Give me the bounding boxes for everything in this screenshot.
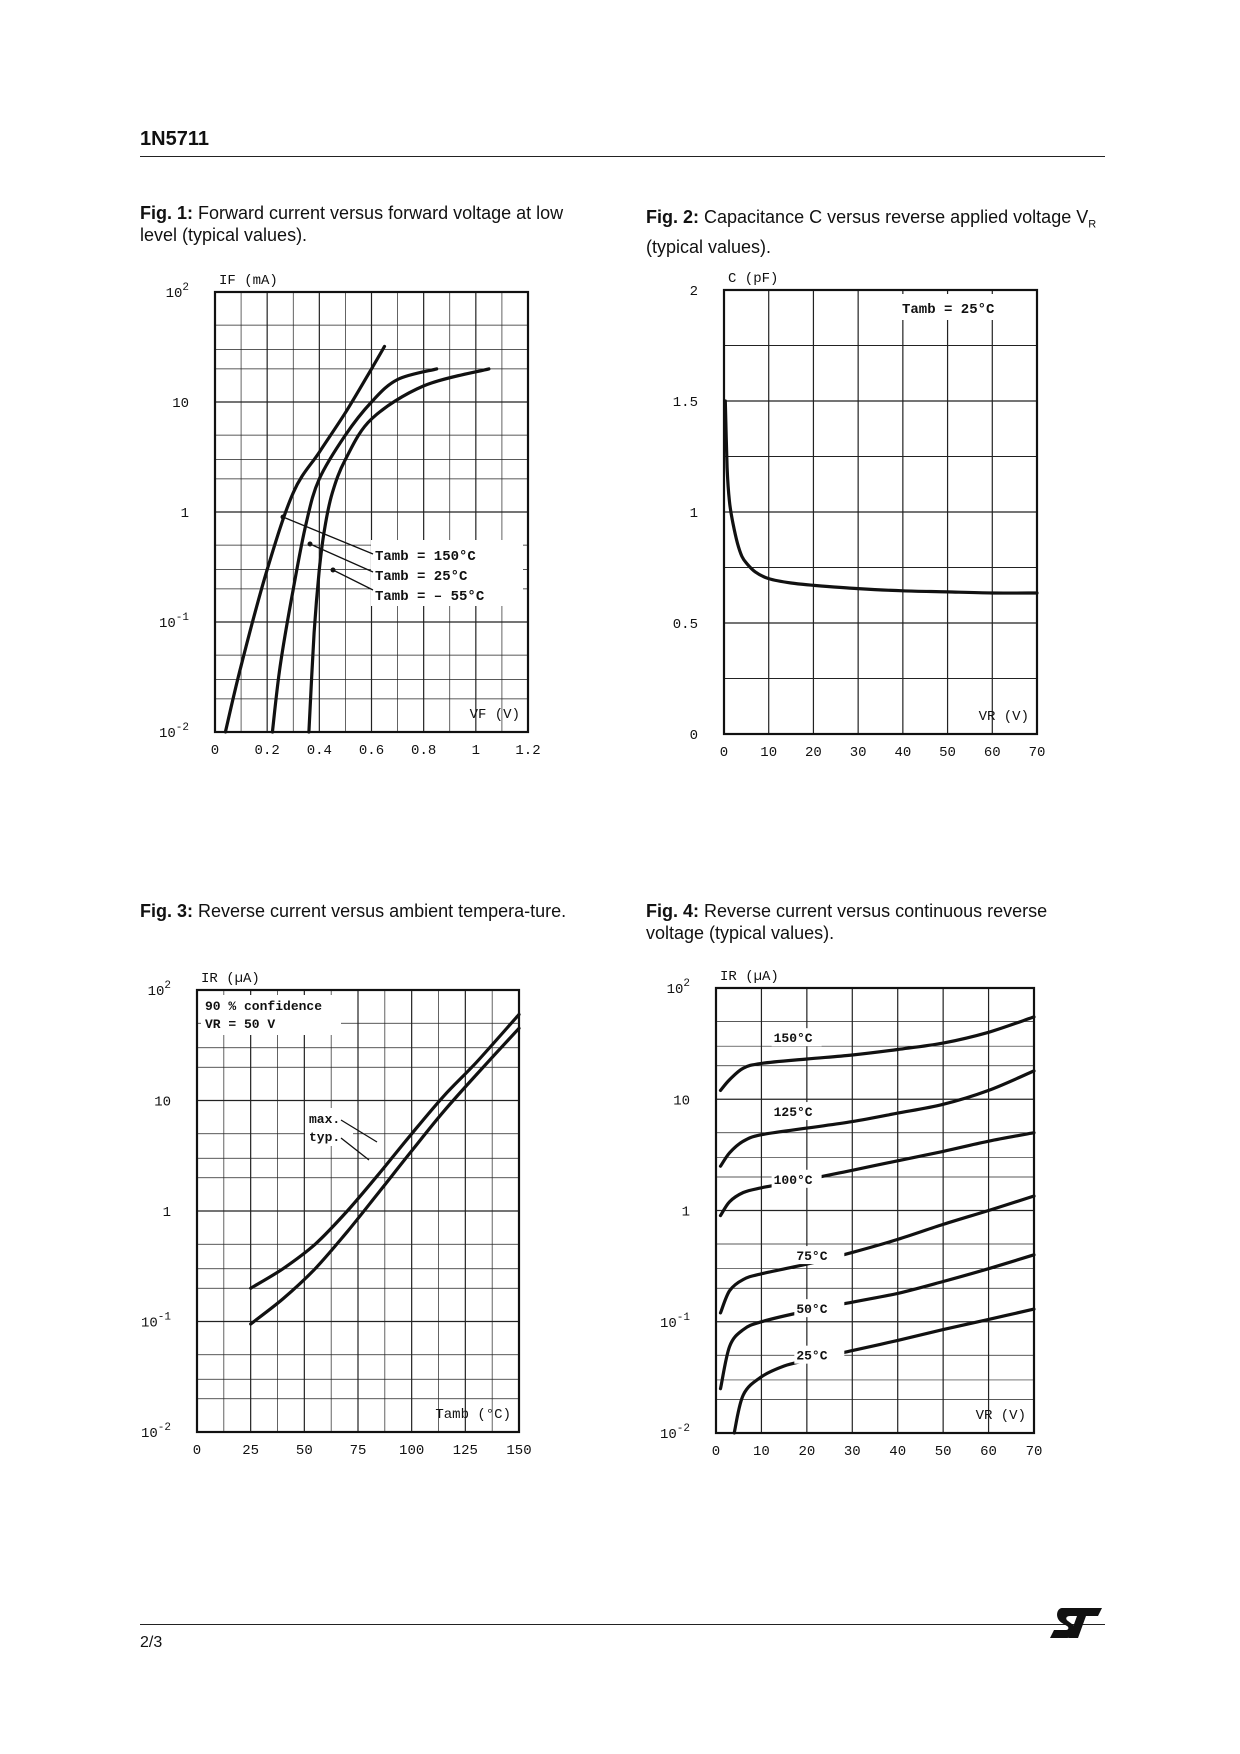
fig4-caption-label: Fig. 4: (646, 901, 699, 921)
fig2-x-axis-label: VR (V) (978, 709, 1029, 725)
y-tick-label: 2 (689, 284, 698, 300)
x-tick-label: 10 (753, 1444, 770, 1460)
fig2-annotation: Tamb = 25°C (902, 302, 995, 318)
x-tick-label: 0 (192, 1443, 202, 1459)
fig3-annotation-line: VR = 50 V (205, 1017, 276, 1032)
x-tick-label: 25 (242, 1443, 260, 1459)
fig3-y-axis-label: IR (µA) (201, 971, 260, 987)
x-tick-label: 75 (349, 1443, 367, 1459)
document-title: 1N5711 (140, 128, 209, 150)
y-tick-exponent: -1 (157, 1311, 171, 1324)
y-tick-base: 10 (140, 1426, 158, 1442)
fig3-caption-label: Fig. 3: (140, 901, 193, 921)
fig2-caption-label: Fig. 2: (646, 207, 699, 227)
y-tick-label: 10 (154, 1094, 171, 1111)
x-tick-label: 125 (452, 1443, 478, 1459)
fig2-caption-tail: (typical values). (646, 236, 772, 257)
fig2-caption-text: Capacitance C versus reverse applied voltage V (704, 207, 1089, 227)
x-tick-label: 60 (983, 745, 1001, 761)
x-tick-label: 70 (1025, 1444, 1043, 1460)
fig4-caption-text: Reverse current versus continuous reverse voltage (typical values). (646, 901, 1048, 943)
y-tick-exponent: -2 (157, 1422, 171, 1434)
y-tick-exponent: -2 (676, 1423, 690, 1435)
y-tick-base: 10 (659, 1315, 677, 1332)
x-tick-label: 60 (980, 1444, 997, 1460)
x-tick-label: 0.8 (411, 743, 437, 759)
x-tick-label: 50 (295, 1443, 313, 1459)
y-tick-label: 1 (681, 1204, 690, 1221)
fig2-y-axis-label: C (pF) (728, 271, 779, 287)
fig4-x-axis-label: VR (V) (975, 1408, 1026, 1424)
y-tick-exponent: -1 (175, 612, 189, 624)
y-tick-label (660, 1312, 690, 1332)
series-label: 50°C (796, 1302, 828, 1318)
y-tick-label: 0 (689, 728, 698, 744)
y-tick-label: 10 (673, 1093, 690, 1110)
x-tick-label: 30 (843, 1444, 861, 1460)
x-tick-label: 20 (798, 1444, 816, 1460)
x-tick-label: 0 (719, 745, 729, 761)
x-tick-label: 50 (939, 745, 956, 761)
series-label: 100°C (773, 1172, 813, 1188)
y-tick-label: 1.5 (672, 395, 698, 411)
y-tick-base: 10 (147, 984, 165, 1000)
fig3-annotation-line: 90 % confidence (205, 999, 323, 1014)
fig1-y-axis-label: IF (mA) (219, 273, 278, 289)
y-tick-label: 10 (172, 396, 189, 412)
y-tick-label (667, 978, 690, 998)
y-tick-exponent: 2 (683, 978, 690, 990)
x-tick-label: 30 (849, 745, 867, 761)
y-tick-exponent: 2 (164, 980, 171, 992)
series-label: 150°C (773, 1031, 813, 1047)
y-tick-label: 1 (180, 506, 189, 522)
x-tick-label: 0.6 (358, 743, 385, 759)
fig1-caption-text: Forward current versus forward voltage at low level (typical values). (140, 203, 564, 245)
y-tick-base: 10 (158, 726, 176, 742)
series-label: max. (309, 1112, 341, 1127)
x-tick-label: 40 (894, 745, 912, 761)
fig1-caption-label: Fig. 1: (140, 203, 193, 223)
legend-entry: Tamb = 150°C (375, 549, 476, 565)
series-line (721, 1196, 1035, 1313)
series-line (721, 1071, 1035, 1166)
y-tick-label: 1 (689, 506, 698, 522)
fig2-caption-sub: R (1088, 218, 1097, 231)
y-tick-exponent: 2 (182, 282, 189, 294)
x-tick-label: 20 (805, 745, 822, 761)
y-tick-exponent: -1 (676, 1311, 690, 1324)
series-label: 75°C (796, 1249, 828, 1265)
page-number: 2/3 (140, 1634, 163, 1651)
fig3-caption-text: Reverse current versus ambient tempera-ture. (198, 901, 567, 921)
y-tick-base: 10 (666, 982, 684, 998)
series-label: 25°C (796, 1348, 828, 1364)
x-tick-label: 70 (1028, 745, 1046, 761)
st-logo-icon (1048, 1606, 1106, 1640)
fig3-x-axis-label: Tamb (°C) (435, 1407, 511, 1423)
y-tick-label (660, 1423, 690, 1443)
series-label: typ. (309, 1130, 341, 1145)
series-label: 125°C (773, 1105, 813, 1121)
y-tick-exponent: -2 (175, 722, 189, 734)
y-tick-label: 0.5 (672, 617, 698, 633)
x-tick-label: 150 (506, 1443, 532, 1459)
y-tick-base: 10 (140, 1315, 158, 1332)
x-tick-label: 40 (889, 1444, 907, 1460)
series-line (721, 1017, 1035, 1091)
y-tick-label: 1 (162, 1205, 171, 1221)
x-tick-label: 10 (760, 745, 778, 761)
fig4-y-axis-label: IR (µA) (720, 969, 779, 985)
y-tick-base: 10 (659, 1427, 677, 1443)
x-tick-label: 100 (399, 1443, 425, 1459)
x-tick-label: 0.2 (254, 743, 280, 759)
y-tick-base: 10 (158, 616, 176, 632)
fig1-x-axis-label: VF (V) (469, 707, 520, 723)
footer-rule (140, 1624, 1105, 1625)
x-tick-label: 50 (934, 1444, 952, 1460)
x-tick-label: 1 (471, 743, 481, 759)
x-tick-label: 0.4 (306, 743, 332, 759)
x-tick-label: 0 (210, 743, 220, 759)
y-tick-base: 10 (165, 286, 183, 302)
st-logo (1048, 1606, 1106, 1645)
legend-entry: Tamb = 25°C (375, 569, 468, 585)
legend-entry: Tamb = – 55°C (375, 589, 485, 605)
series-line (721, 1133, 1035, 1216)
x-tick-label: 1.2 (515, 743, 541, 759)
x-tick-label: 0 (711, 1444, 721, 1460)
